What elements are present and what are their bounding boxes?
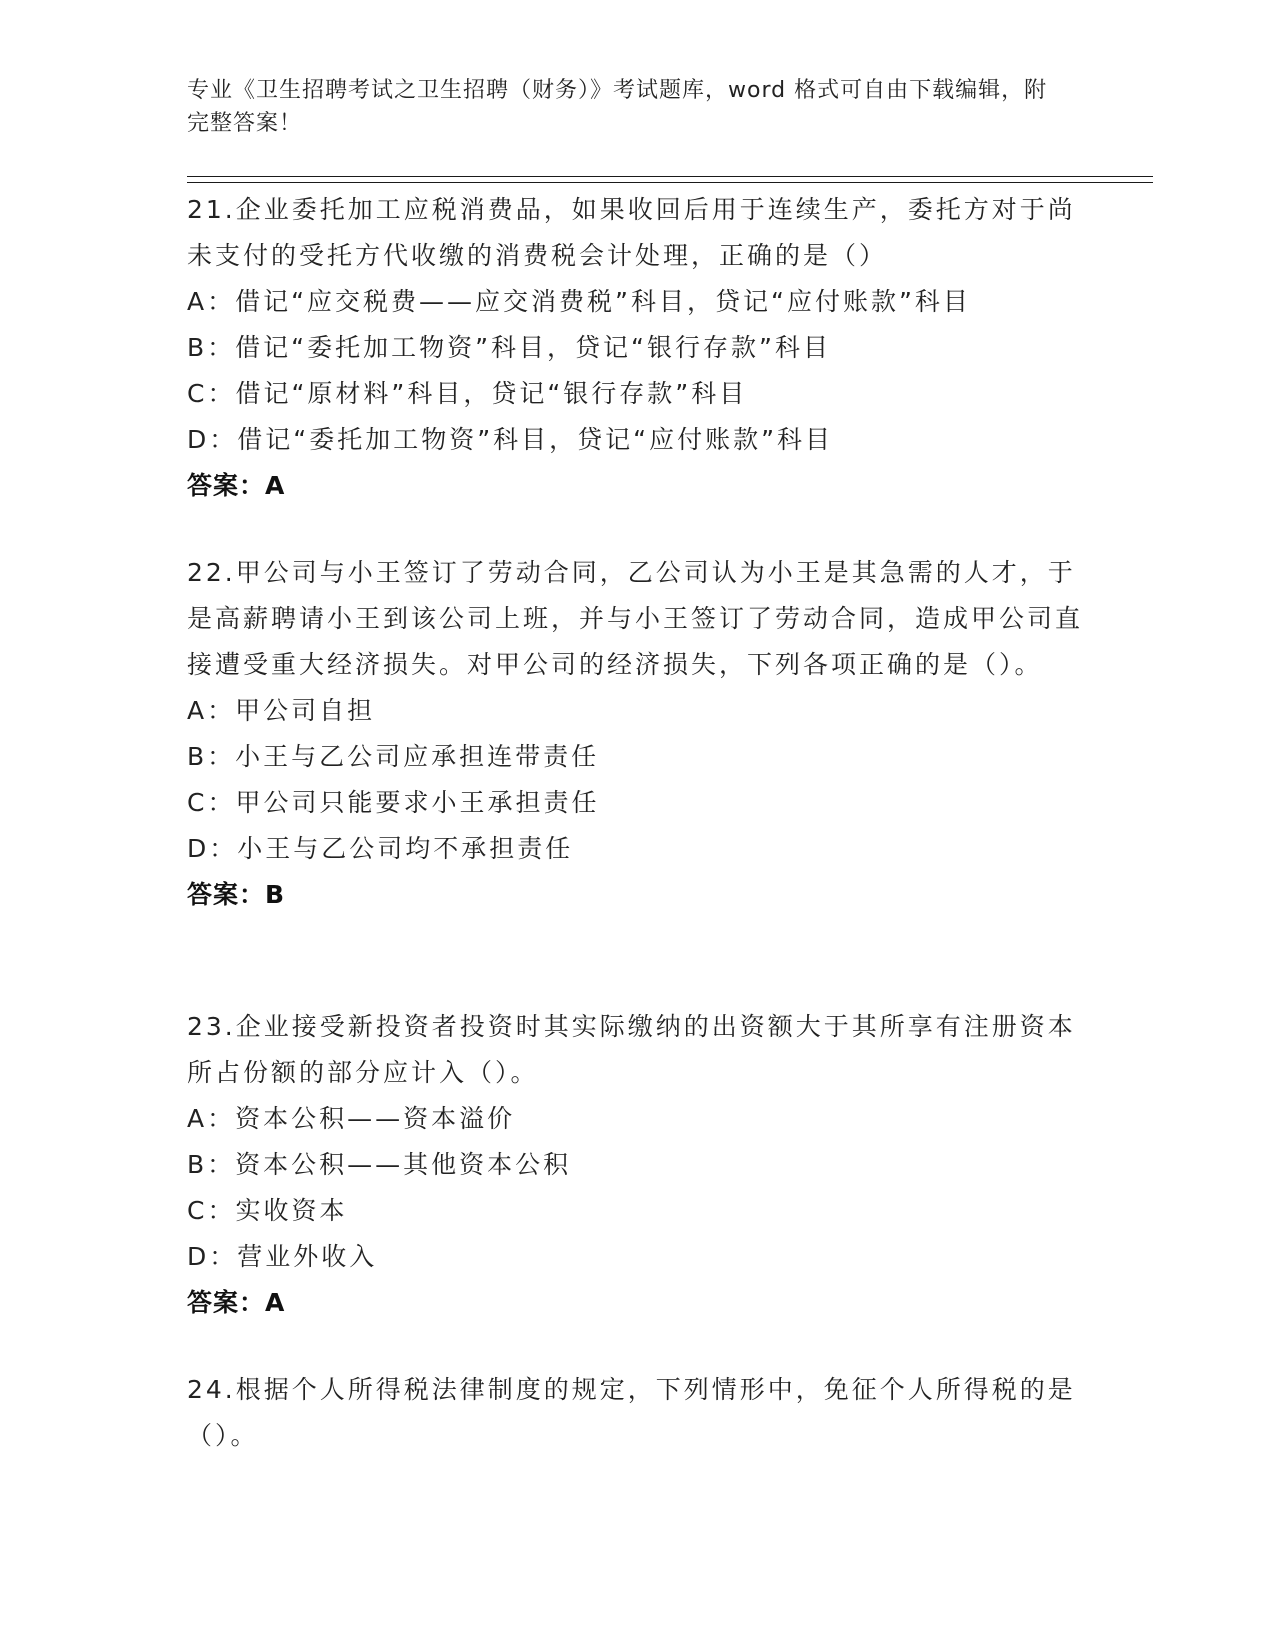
answer: 答案：A bbox=[187, 471, 286, 500]
option-c: C：实收资本 bbox=[187, 1196, 348, 1225]
option-d: D：小王与乙公司均不承担责任 bbox=[187, 834, 574, 863]
option-d: D：营业外收入 bbox=[187, 1242, 378, 1271]
answer: 答案：B bbox=[187, 880, 286, 909]
question-23 bbox=[187, 1004, 1087, 1326]
document-header: 专业《卫生招聘考试之卫生招聘（财务）》考试题库，word 格式可自由下载编辑，附完整答案！ bbox=[187, 78, 1048, 136]
header-divider-top bbox=[187, 176, 1153, 177]
option-b: B：借记“委托加工物资”科目，贷记“银行存款”科目 bbox=[187, 333, 831, 362]
option-c: C：甲公司只能要求小王承担责任 bbox=[187, 788, 600, 817]
question-stem: 24.根据个人所得税法律制度的规定，下列情形中，免征个人所得税的是（）。 bbox=[187, 1375, 1076, 1450]
option-a: A：甲公司自担 bbox=[187, 696, 376, 725]
question-22 bbox=[187, 550, 1087, 918]
question-stem: 23.企业接受新投资者投资时其实际缴纳的出资额大于其所享有注册资本所占份额的部分应计入（）。 bbox=[187, 1012, 1076, 1087]
option-a: A：资本公积——资本溢价 bbox=[187, 1104, 516, 1133]
option-c: C：借记“原材料”科目，贷记“银行存款”科目 bbox=[187, 379, 748, 408]
option-b: B：资本公积——其他资本公积 bbox=[187, 1150, 572, 1179]
answer: 答案：A bbox=[187, 1288, 286, 1317]
option-a: A：借记“应交税费——应交消费税”科目，贷记“应付账款”科目 bbox=[187, 287, 971, 316]
header-divider-bottom bbox=[187, 182, 1153, 183]
option-b: B：小王与乙公司应承担连带责任 bbox=[187, 742, 600, 771]
option-d: D：借记“委托加工物资”科目，贷记“应付账款”科目 bbox=[187, 425, 834, 454]
question-stem: 22.甲公司与小王签订了劳动合同，乙公司认为小王是其急需的人才，于是高薪聘请小王到该公司上班，并与小王签订了劳动合同，造成甲公司直接遭受重大经济损失。对甲公司的经济损失，下列各项正确的是（）。 bbox=[187, 558, 1084, 679]
question-24 bbox=[187, 1367, 1087, 1459]
question-stem: 21.企业委托加工应税消费品，如果收回后用于连续生产，委托方对于尚未支付的受托方代收缴的消费税会计处理，正确的是（） bbox=[187, 195, 1076, 270]
question-21 bbox=[187, 187, 1087, 509]
